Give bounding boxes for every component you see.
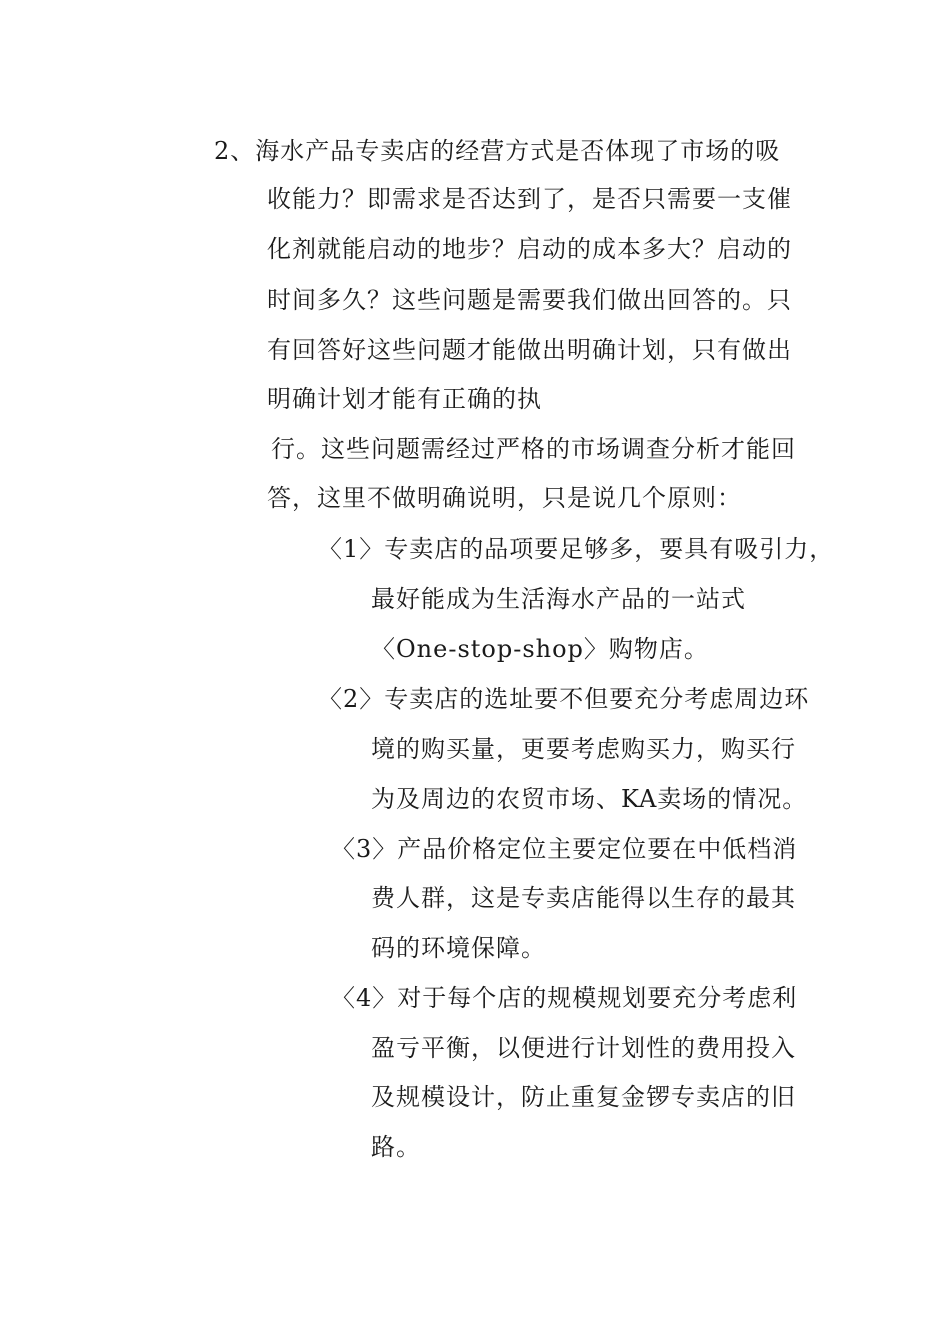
principle-line: 为及周边的农贸市场、KA卖场的情况。 bbox=[371, 785, 808, 813]
main-paragraph-line: 答，这里不做明确说明，只是说几个原则： bbox=[267, 484, 742, 512]
principle-line: 〈4〉对于每个店的规模规划要充分考虑利 bbox=[331, 984, 798, 1012]
principle-line: 费人群，这是专卖店能得以生存的最其 bbox=[371, 884, 796, 912]
principle-line: 码的环境保障。 bbox=[371, 934, 546, 962]
main-paragraph-line: 2、海水产品专卖店的经营方式是否体现了市场的吸 bbox=[214, 137, 781, 165]
principle-line: 及规模设计，防止重复金锣专卖店的旧 bbox=[371, 1083, 796, 1111]
main-paragraph-line: 时间多久？这些问题是需要我们做出回答的。只 bbox=[267, 286, 792, 314]
principle-line: 〈3〉产品价格定位主要定位要在中低档消 bbox=[331, 835, 798, 863]
main-paragraph-line: 明确计划才能有正确的执 bbox=[267, 385, 542, 413]
principle-line: 路。 bbox=[371, 1133, 421, 1161]
main-paragraph-line: 行。这些问题需经过严格的市场调查分析才能回 bbox=[271, 435, 796, 463]
principle-line: 〈1〉专卖店的品项要足够多，要具有吸引力， bbox=[318, 535, 835, 563]
main-paragraph-line: 有回答好这些问题才能做出明确计划，只有做出 bbox=[267, 336, 792, 364]
principle-line: 〈One-stop-shop〉购物店。 bbox=[371, 635, 709, 663]
principle-line: 最好能成为生活海水产品的一站式 bbox=[371, 585, 746, 613]
principle-line: 境的购买量，更要考虑购买力，购买行 bbox=[371, 735, 796, 763]
main-paragraph-line: 收能力？即需求是否达到了，是否只需要一支催 bbox=[267, 185, 792, 213]
main-paragraph-line: 化剂就能启动的地步？启动的成本多大？启动的 bbox=[267, 235, 792, 263]
principle-line: 〈2〉专卖店的选址要不但要充分考虑周边环 bbox=[318, 685, 810, 713]
principle-line: 盈亏平衡，以便进行计划性的费用投入 bbox=[371, 1034, 796, 1062]
